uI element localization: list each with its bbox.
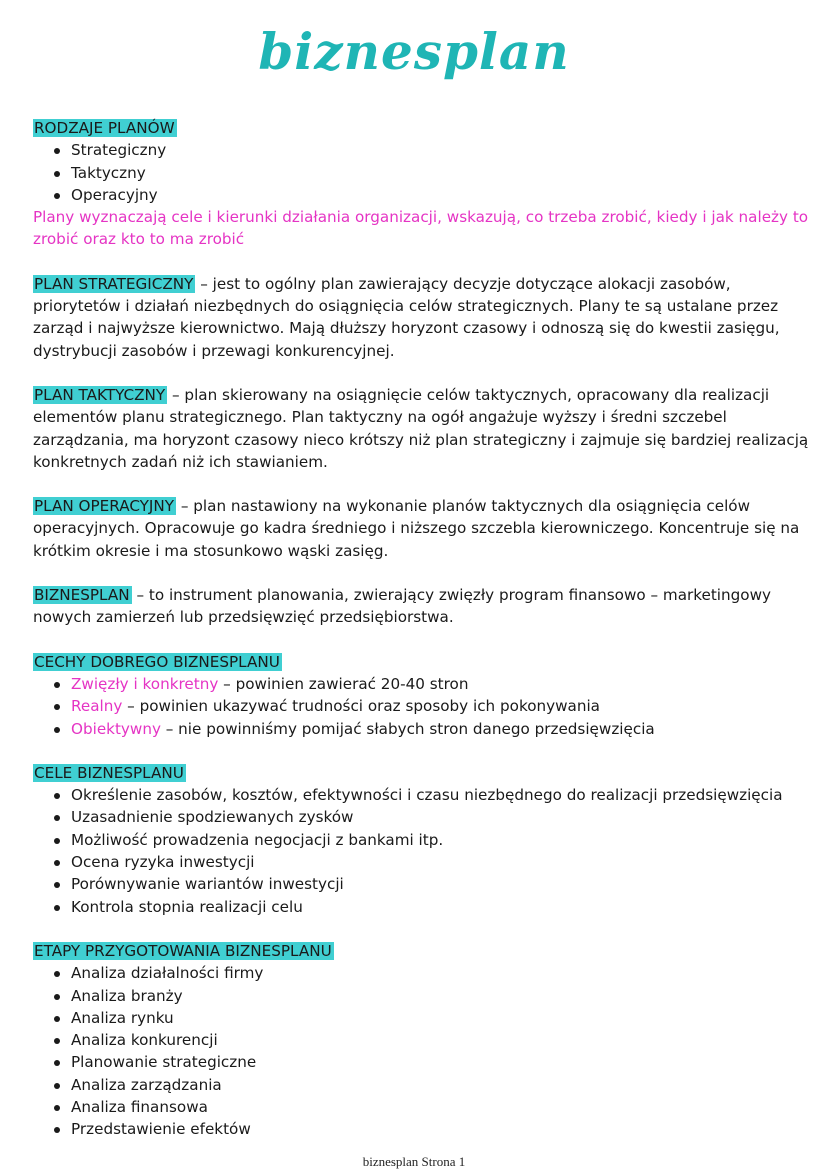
plan-operacyjny-text: – plan nastawiony na wykonanie planów taktycznych dla osiągnięcia celów operacyjnych. Opracowuje go kadra średniego i niższego szczebla kierowniczego. Koncentruje się na krótkim okresie i ma stosunkowo wąski zasięg. — [33, 497, 800, 560]
cecha-desc: – powinien ukazywać trudności oraz sposoby ich pokonywania — [122, 697, 600, 716]
list-item: Analiza branży — [71, 985, 813, 1007]
heading-plan-taktyczny: PLAN TAKTYCZNY — [34, 385, 166, 404]
list-cechy — [33, 673, 813, 740]
list-cele — [33, 784, 813, 918]
section-biznesplan — [33, 584, 813, 629]
list-item: Taktyczny — [71, 162, 813, 184]
list-item: Kontrola stopnia realizacji celu — [71, 896, 813, 918]
cecha-term: Zwięzły i konkretny — [71, 674, 219, 693]
list-item: Porównywanie wariantów inwestycji — [71, 873, 813, 895]
plan-strategiczny-text: – jest to ogólny plan zawierający decyzje dotyczące alokacji zasobów, priorytetów i działań niezbędnych do osiągnięcia celów strategicznych. Plany te są ustalane przez zarząd i najwyższe kierownictwo. Mają dłuższy horyzont czasowy i odnoszą się do kwestii zasięgu, dystrybucji zasobów i przewagi konkurencyjnej. — [33, 274, 780, 360]
list-item: Analiza rynku — [71, 1007, 813, 1029]
cecha-desc: – nie powinniśmy pomijać słabych stron danego przedsięwzięcia — [160, 719, 655, 738]
list-item: Analiza finansowa — [71, 1096, 813, 1118]
list-item: Możliwość prowadzenia negocjacji z bankami itp. — [71, 829, 813, 851]
cecha-term: Realny — [71, 697, 123, 716]
section-plan-strategiczny — [33, 273, 813, 362]
list-item: Ocena ryzyka inwestycji — [71, 851, 813, 873]
list-item: Analiza zarządzania — [71, 1074, 813, 1096]
section-plan-taktyczny — [33, 384, 813, 473]
list-rodzaje-planow — [33, 139, 813, 206]
list-item — [71, 718, 813, 740]
list-item: Określenie zasobów, kosztów, efektywności i czasu niezbędnego do realizacji przedsięwzięcia — [71, 784, 813, 806]
list-item: Przedstawienie efektów — [71, 1118, 813, 1140]
section-cechy — [33, 651, 813, 740]
list-item: Analiza działalności firmy — [71, 962, 813, 984]
page-footer: biznesplan Strona 1 — [362, 1154, 466, 1169]
heading-cele: CELE BIZNESPLANU — [34, 763, 184, 782]
section-etapy — [33, 940, 813, 1141]
list-item: Strategiczny — [71, 139, 813, 161]
cecha-desc: – powinien zawierać 20-40 stron — [218, 674, 469, 693]
cecha-term: Obiektywny — [71, 719, 161, 738]
document-body — [33, 117, 813, 1141]
section-cele — [33, 762, 813, 918]
list-item: Operacyjny — [71, 184, 813, 206]
section-rodzaje-planow — [33, 117, 813, 251]
rodzaje-note: Plany wyznaczają cele i kierunki działania organizacji, wskazują, co trzeba zrobić, kiedy i jak należy to zrobić oraz kto to ma zrobić — [33, 208, 809, 249]
plan-taktyczny-text: – plan skierowany na osiągnięcie celów taktycznych, opracowany dla realizacji elementów planu strategicznego. Plan taktyczny na ogół angażuje wyższy i średni szczebel zarządzania, ma horyzont czasowy nieco krótszy niż plan strategiczny i zajmuje się bardziej realizacją konkretnych zadań niż ich stawianiem. — [33, 385, 809, 471]
list-item — [71, 673, 813, 695]
list-item — [71, 695, 813, 717]
heading-cechy: CECHY DOBREGO BIZNESPLANU — [34, 652, 280, 671]
heading-rodzaje-planow: RODZAJE PLANÓW — [34, 119, 175, 137]
list-item: Uzasadnienie spodziewanych zysków — [71, 806, 813, 828]
list-item: Planowanie strategiczne — [71, 1051, 813, 1073]
list-item: Analiza konkurencji — [71, 1029, 813, 1051]
heading-biznesplan: BIZNESPLAN — [34, 586, 130, 605]
page-title: biznesplan — [258, 22, 570, 81]
biznesplan-text: – to instrument planowania, zwierający zwięzły program finansowo – marketingowy nowych zamierzeń lub przedsięwzięć przedsiębiorstwa. — [33, 586, 771, 627]
heading-etapy: ETAPY PRZYGOTOWANIA BIZNESPLANU — [34, 941, 332, 960]
heading-plan-operacyjny: PLAN OPERACYJNY — [34, 497, 175, 516]
heading-plan-strategiczny: PLAN STRATEGICZNY — [34, 274, 194, 293]
list-etapy — [33, 962, 813, 1140]
section-plan-operacyjny — [33, 495, 813, 562]
